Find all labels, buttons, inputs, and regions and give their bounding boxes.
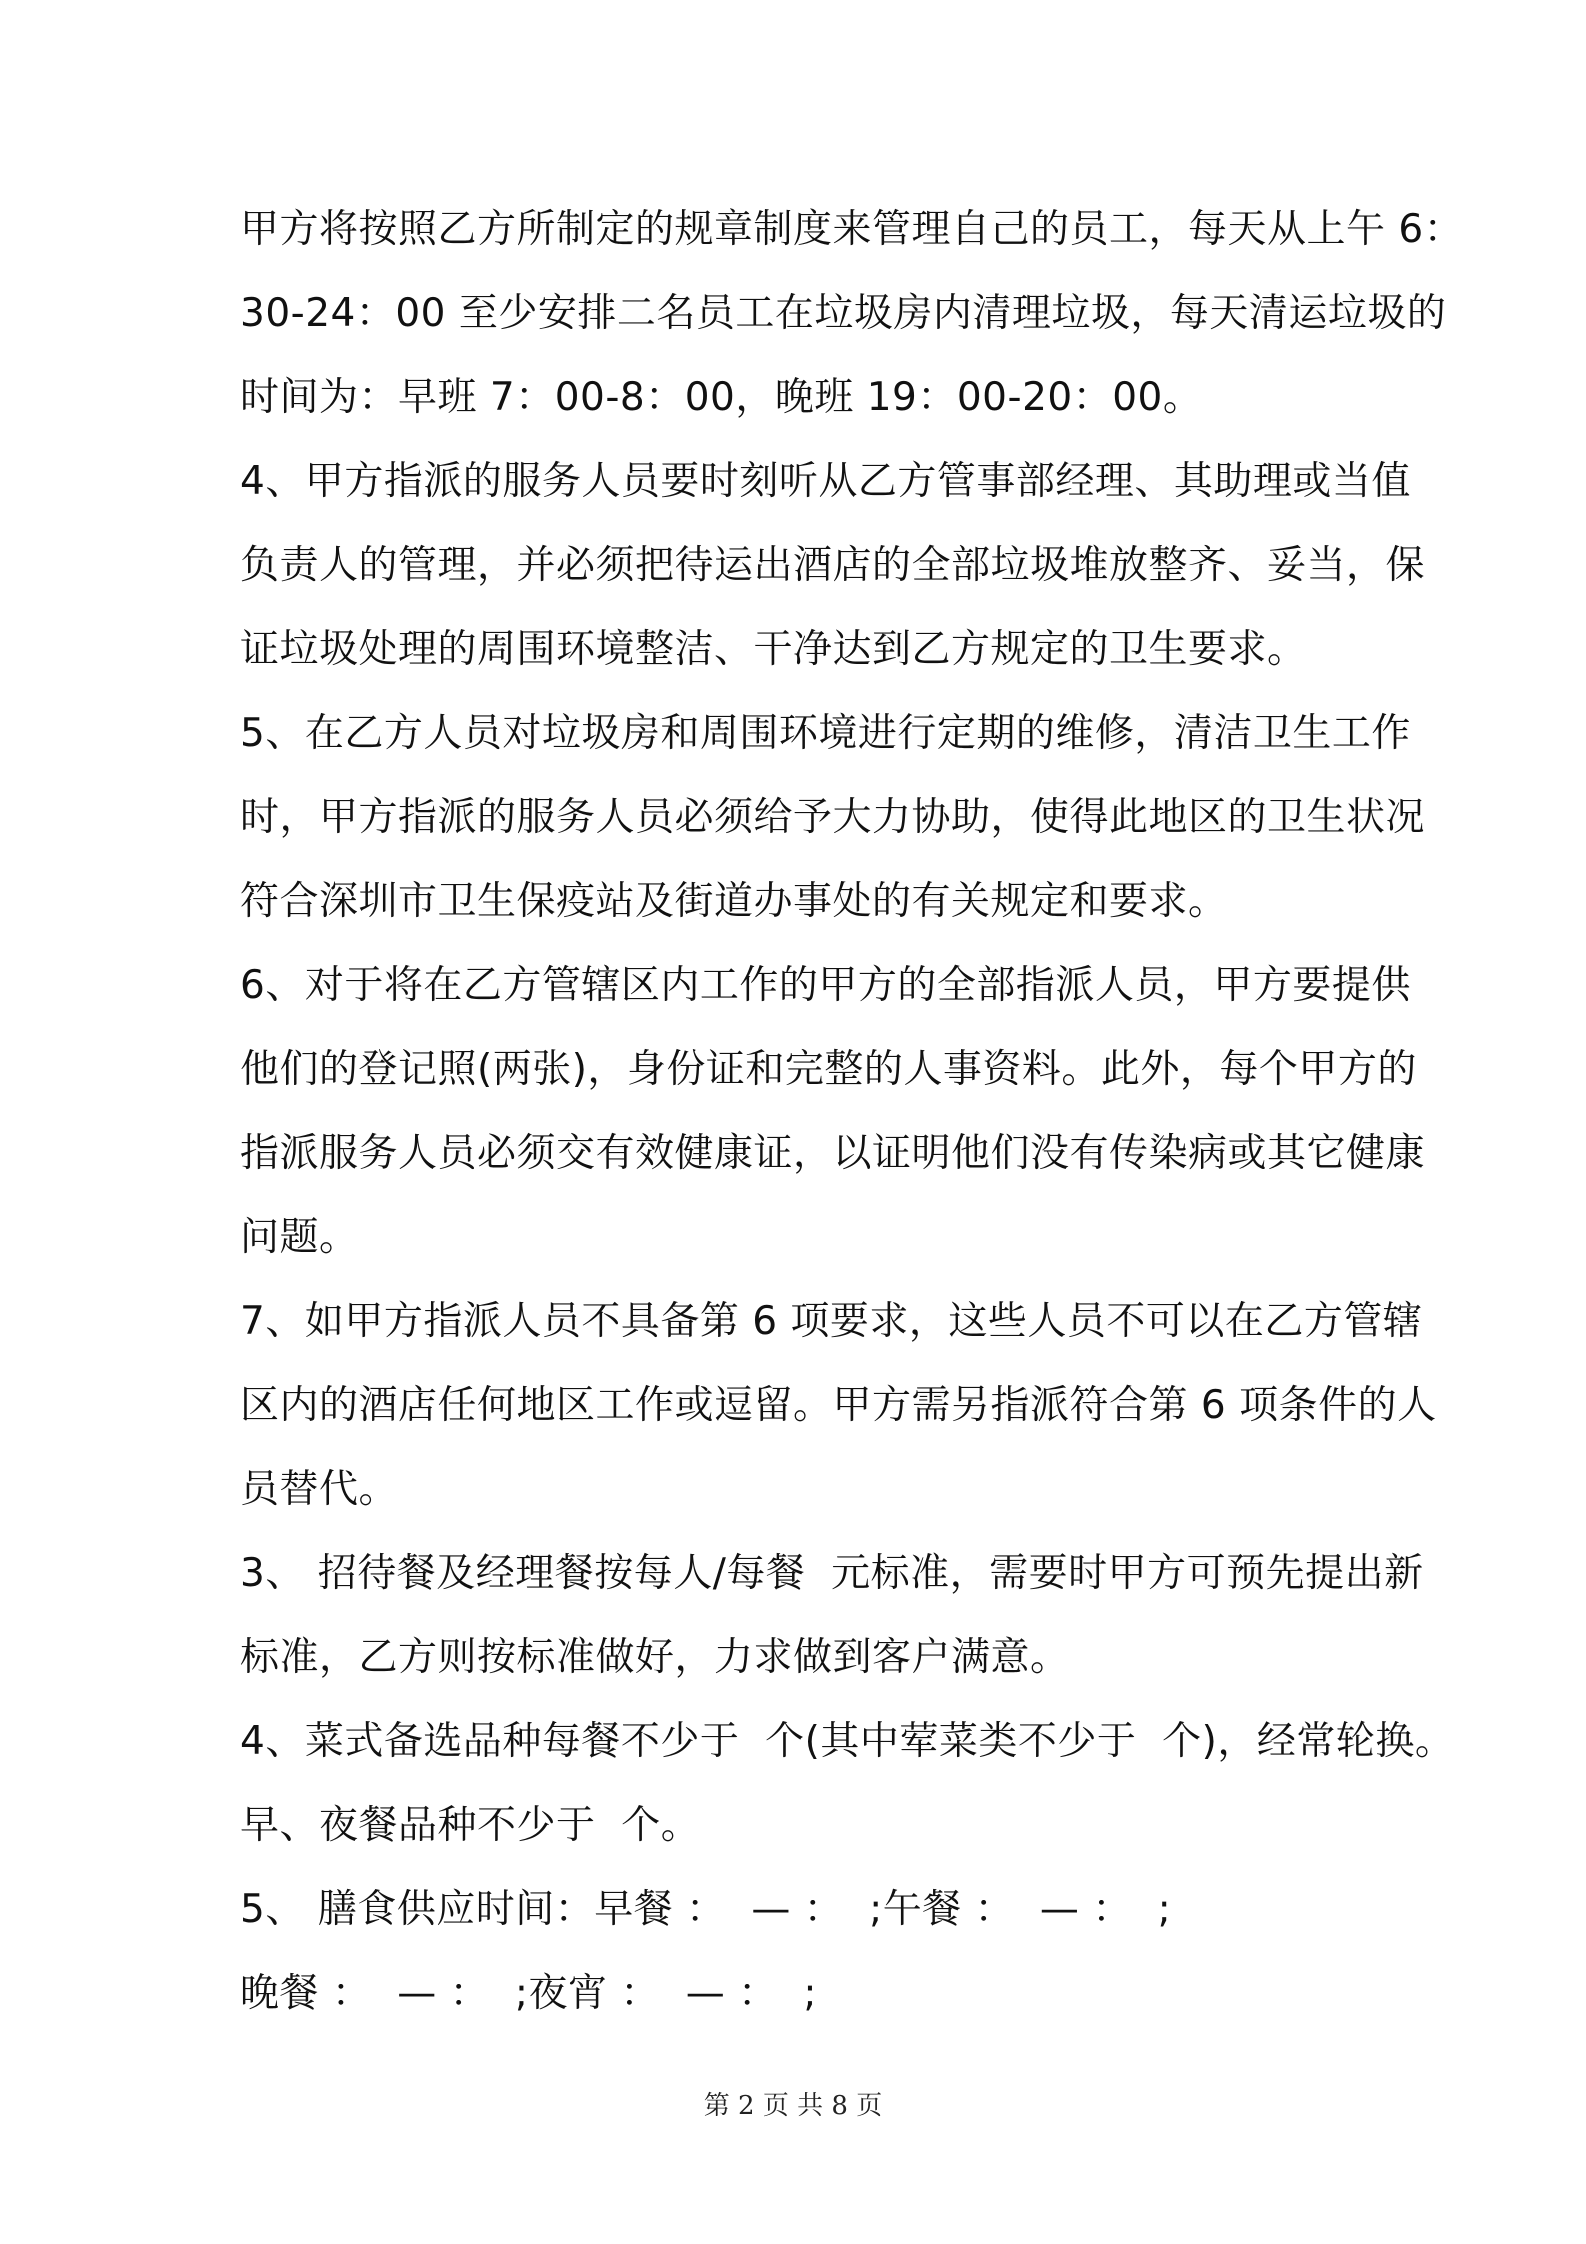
document-body — [240, 188, 1464, 2036]
text-line: 晚餐 ： — ： ;夜宵 ： — ： ; — [240, 1971, 818, 2016]
meal-times-line: 5、 膳食供应时间：早餐 ： — ： ;午餐 ： — ： ; — [240, 1887, 1172, 1932]
text-line: 问题。 — [240, 1215, 359, 1260]
text-line: 时间为：早班 7：00-8：00，晚班 19：00-20：00。 — [240, 375, 1203, 420]
text-line: 指派服务人员必须交有效健康证，以证明他们没有传染病或其它健康 — [240, 1131, 1426, 1176]
text-line: 时，甲方指派的服务人员必须给予大力协助，使得此地区的卫生状况 — [240, 795, 1426, 840]
clause-6-line: 6、对于将在乙方管辖区内工作的甲方的全部指派人员，甲方要提供 — [240, 963, 1411, 1008]
text-line: 他们的登记照(两张)，身份证和完整的人事资料。此外，每个甲方的 — [240, 1047, 1417, 1092]
page-footer — [0, 2085, 1586, 2122]
text-line: 区内的酒店任何地区工作或逗留。甲方需另指派符合第 6 项条件的人 — [240, 1383, 1437, 1428]
meal-standard-line: 3、 招待餐及经理餐按每人/每餐 元标准，需要时甲方可预先提出新 — [240, 1551, 1424, 1596]
text-line: 早、夜餐品种不少于 个。 — [240, 1803, 701, 1848]
clause-5-line: 5、在乙方人员对垃圾房和周围环境进行定期的维修，清洁卫生工作 — [240, 711, 1411, 756]
text-line: 标准，乙方则按标准做好，力求做到客户满意。 — [240, 1635, 1070, 1680]
menu-variety-line: 4、菜式备选品种每餐不少于 个(其中荤菜类不少于 个)，经常轮换。 — [240, 1719, 1455, 1764]
clause-4-line: 4、甲方指派的服务人员要时刻听从乙方管事部经理、其助理或当值 — [240, 459, 1411, 504]
page-number: 第 2 页 共 8 页 — [703, 2091, 883, 2121]
text-line: 证垃圾处理的周围环境整洁、干净达到乙方规定的卫生要求。 — [240, 627, 1307, 672]
text-line: 负责人的管理，并必须把待运出酒店的全部垃圾堆放整齐、妥当，保 — [240, 543, 1426, 588]
clause-7-line: 7、如甲方指派人员不具备第 6 项要求，这些人员不可以在乙方管辖 — [240, 1299, 1423, 1344]
text-line: 符合深圳市卫生保疫站及街道办事处的有关规定和要求。 — [240, 879, 1228, 924]
text-line: 甲方将按照乙方所制定的规章制度来管理自己的员工，每天从上午 6： — [240, 207, 1464, 252]
text-line: 30-24：00 至少安排二名员工在垃圾房内清理垃圾，每天清运垃圾的 — [240, 291, 1447, 336]
text-line: 员替代。 — [240, 1467, 399, 1512]
